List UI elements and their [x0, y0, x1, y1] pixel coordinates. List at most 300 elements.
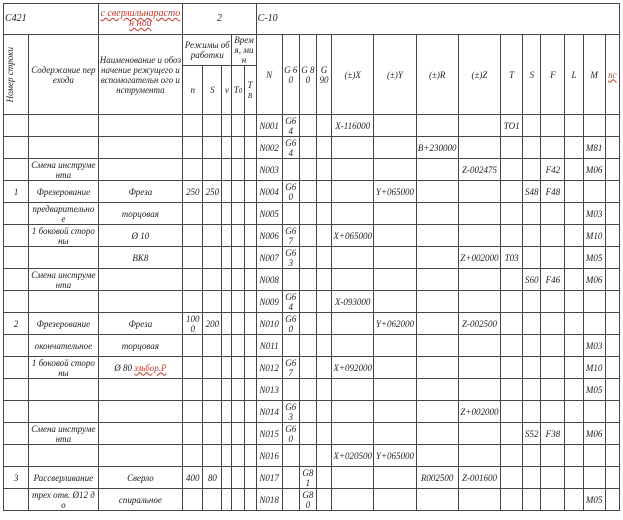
s-cell: 200 — [203, 313, 222, 335]
s-cell — [203, 357, 222, 379]
m-cell: M03 — [583, 203, 605, 225]
program-row — [4, 137, 620, 159]
y-cell — [374, 467, 416, 489]
tool-cell: Сверло — [98, 467, 183, 489]
col-step-content: Содержание перехода — [29, 35, 98, 115]
r-cell — [416, 357, 458, 379]
program-row — [4, 225, 620, 247]
x-cell — [332, 467, 374, 489]
f-cell — [541, 115, 565, 137]
pc-cell — [605, 203, 619, 225]
l-cell — [565, 159, 583, 181]
x-cell — [332, 423, 374, 445]
y-cell — [374, 401, 416, 423]
s2-cell — [523, 335, 541, 357]
l-cell — [565, 291, 583, 313]
tool-cell — [98, 379, 183, 401]
N-cell: N013 — [256, 379, 282, 401]
m-cell: M05 — [583, 247, 605, 269]
step-no-cell — [4, 489, 29, 511]
content-cell: Фрезерование — [29, 313, 98, 335]
m-cell: M10 — [583, 225, 605, 247]
t0-cell — [232, 335, 244, 357]
pc-cell — [605, 489, 619, 511]
N-cell: N009 — [256, 291, 282, 313]
s2-cell — [523, 445, 541, 467]
tool-cell — [98, 291, 183, 313]
g60-cell: G60 — [282, 313, 299, 335]
n-cell: 250 — [183, 181, 203, 203]
z-cell — [458, 291, 500, 313]
tb-cell — [244, 401, 256, 423]
N-cell: N010 — [256, 313, 282, 335]
t0-cell — [232, 357, 244, 379]
f-cell: F46 — [541, 269, 565, 291]
g60-cell: G64 — [282, 291, 299, 313]
f-cell — [541, 379, 565, 401]
l-cell — [565, 489, 583, 511]
r-cell — [416, 115, 458, 137]
g60-cell — [282, 335, 299, 357]
f-cell — [541, 203, 565, 225]
program-row — [4, 445, 620, 467]
y-cell — [374, 379, 416, 401]
g60-cell: G64 — [282, 115, 299, 137]
N-cell: N006 — [256, 225, 282, 247]
l-cell — [565, 203, 583, 225]
t-cell — [501, 357, 523, 379]
content-cell: Рассверливание — [29, 467, 98, 489]
content-cell: Смена инструмента — [29, 423, 98, 445]
step-no-cell — [4, 401, 29, 423]
tool-cell: Фреза — [98, 313, 183, 335]
col-T0: T0 — [232, 66, 244, 115]
v-cell — [222, 159, 232, 181]
m-cell — [583, 181, 605, 203]
z-cell — [458, 181, 500, 203]
N-cell: N015 — [256, 423, 282, 445]
l-cell — [565, 137, 583, 159]
n-cell — [183, 247, 203, 269]
pc-cell — [605, 335, 619, 357]
step-no-cell — [4, 159, 29, 181]
f-cell — [541, 291, 565, 313]
pc-cell — [605, 269, 619, 291]
col-R: (±)R — [416, 35, 458, 115]
program-row — [4, 489, 620, 511]
t-cell — [501, 445, 523, 467]
col-pc: пс — [605, 35, 619, 115]
program-row — [4, 423, 620, 445]
g60-cell: G64 — [282, 137, 299, 159]
z-cell — [458, 423, 500, 445]
tb-cell — [244, 313, 256, 335]
tb-cell — [244, 335, 256, 357]
s2-cell: S48 — [523, 181, 541, 203]
n-cell — [183, 137, 203, 159]
tool-cell: торцовая — [98, 335, 183, 357]
l-cell — [565, 313, 583, 335]
t0-cell — [232, 423, 244, 445]
n-cell — [183, 423, 203, 445]
g80-cell — [299, 115, 316, 137]
m-cell — [583, 445, 605, 467]
f-cell — [541, 357, 565, 379]
r-cell — [416, 445, 458, 467]
program-row — [4, 269, 620, 291]
v-cell — [222, 291, 232, 313]
l-cell — [565, 379, 583, 401]
tb-cell — [244, 159, 256, 181]
s2-cell — [523, 247, 541, 269]
g90-cell — [316, 357, 331, 379]
g80-cell — [299, 401, 316, 423]
z-cell: Z-002475 — [458, 159, 500, 181]
v-cell — [222, 115, 232, 137]
g90-cell — [316, 401, 331, 423]
f-cell: F42 — [541, 159, 565, 181]
z-cell — [458, 115, 500, 137]
g80-cell — [299, 247, 316, 269]
l-cell — [565, 269, 583, 291]
step-no-cell: 3 — [4, 467, 29, 489]
step-no-cell — [4, 445, 29, 467]
content-cell: 1 боковой стороны — [29, 225, 98, 247]
s-cell: 250 — [203, 181, 222, 203]
x-cell: X+065000 — [332, 225, 374, 247]
g90-cell — [316, 247, 331, 269]
N-cell: N008 — [256, 269, 282, 291]
s-cell — [203, 115, 222, 137]
col-G60: G 60 — [282, 35, 299, 115]
col-S2: S — [523, 35, 541, 115]
n-cell — [183, 445, 203, 467]
t-cell — [501, 401, 523, 423]
tool-cell — [98, 401, 183, 423]
g80-cell — [299, 225, 316, 247]
y-cell — [374, 137, 416, 159]
program-row — [4, 115, 620, 137]
g80-cell — [299, 159, 316, 181]
t0-cell — [232, 401, 244, 423]
col-G90: G 90 — [316, 35, 331, 115]
r-cell — [416, 489, 458, 511]
s-cell — [203, 203, 222, 225]
g80-cell — [299, 335, 316, 357]
f-cell — [541, 247, 565, 269]
program-row — [4, 203, 620, 225]
t0-cell — [232, 313, 244, 335]
z-cell — [458, 335, 500, 357]
l-cell — [565, 225, 583, 247]
x-cell — [332, 269, 374, 291]
z-cell — [458, 489, 500, 511]
s-cell — [203, 445, 222, 467]
content-cell — [29, 379, 98, 401]
f-cell — [541, 489, 565, 511]
l-cell — [565, 335, 583, 357]
r-cell — [416, 159, 458, 181]
tb-cell — [244, 291, 256, 313]
l-cell — [565, 423, 583, 445]
g60-cell: G67 — [282, 357, 299, 379]
g90-cell — [316, 445, 331, 467]
content-cell — [29, 291, 98, 313]
s2-cell: S52 — [523, 423, 541, 445]
col-time: Время, мин — [232, 35, 256, 66]
y-cell — [374, 159, 416, 181]
pc-cell — [605, 423, 619, 445]
tool-cell: Фреза — [98, 181, 183, 203]
step-no-cell: 2 — [4, 313, 29, 335]
tool-cell: Ø 10 — [98, 225, 183, 247]
tool-cell: Ø 80 ззьбор.Р — [98, 357, 183, 379]
step-no-cell — [4, 247, 29, 269]
y-cell — [374, 291, 416, 313]
n-cell — [183, 225, 203, 247]
m-cell: M05 — [583, 489, 605, 511]
s2-cell — [523, 489, 541, 511]
m-cell — [583, 115, 605, 137]
t-cell — [501, 269, 523, 291]
x-cell — [332, 247, 374, 269]
r-cell: B+230000 — [416, 137, 458, 159]
g80-cell — [299, 379, 316, 401]
tool-cell — [98, 445, 183, 467]
y-cell: Y+065000 — [374, 445, 416, 467]
y-cell: Y+065000 — [374, 181, 416, 203]
pc-cell — [605, 357, 619, 379]
n-cell — [183, 357, 203, 379]
s2-cell — [523, 467, 541, 489]
f-cell — [541, 313, 565, 335]
t-cell — [501, 335, 523, 357]
tb-cell — [244, 379, 256, 401]
content-cell — [29, 445, 98, 467]
t0-cell — [232, 467, 244, 489]
f-cell — [541, 445, 565, 467]
y-cell — [374, 247, 416, 269]
pc-cell — [605, 181, 619, 203]
content-cell — [29, 137, 98, 159]
g90-cell — [316, 137, 331, 159]
g90-cell — [316, 489, 331, 511]
x-cell — [332, 203, 374, 225]
tb-cell — [244, 181, 256, 203]
s-cell — [203, 291, 222, 313]
N-cell: N005 — [256, 203, 282, 225]
t-cell — [501, 313, 523, 335]
col-X: (±)X — [332, 35, 374, 115]
l-cell — [565, 115, 583, 137]
step-no-cell — [4, 335, 29, 357]
content-cell: Смена инструмента — [29, 269, 98, 291]
N-cell: N004 — [256, 181, 282, 203]
s-cell — [203, 489, 222, 511]
pc-cell — [605, 445, 619, 467]
content-cell — [29, 401, 98, 423]
t-cell — [501, 159, 523, 181]
t-cell — [501, 137, 523, 159]
tool-cell: ВК8 — [98, 247, 183, 269]
v-cell — [222, 137, 232, 159]
g80-cell — [299, 423, 316, 445]
content-cell: Смена инструмента — [29, 159, 98, 181]
t-cell — [501, 225, 523, 247]
z-cell — [458, 445, 500, 467]
g80-cell — [299, 137, 316, 159]
g60-cell: G60 — [282, 423, 299, 445]
s2-cell — [523, 313, 541, 335]
program-row — [4, 291, 620, 313]
g80-cell — [299, 181, 316, 203]
col-L: L — [565, 35, 583, 115]
g80-cell: G81 — [299, 467, 316, 489]
g80-cell — [299, 203, 316, 225]
tool-cell — [98, 115, 183, 137]
tb-cell — [244, 203, 256, 225]
g90-cell — [316, 115, 331, 137]
t-cell: TO1 — [501, 115, 523, 137]
pc-cell — [605, 313, 619, 335]
z-cell: Z+002000 — [458, 247, 500, 269]
col-G80: G 80 — [299, 35, 316, 115]
v-cell — [222, 357, 232, 379]
t0-cell — [232, 379, 244, 401]
col-TB: TВ — [244, 66, 256, 115]
step-no-cell — [4, 269, 29, 291]
program-row — [4, 401, 620, 423]
s2-cell: S60 — [523, 269, 541, 291]
m-cell: M06 — [583, 159, 605, 181]
m-cell: M05 — [583, 379, 605, 401]
t0-cell — [232, 489, 244, 511]
v-cell — [222, 225, 232, 247]
t-cell — [501, 489, 523, 511]
z-cell: Z+002000 — [458, 401, 500, 423]
x-cell — [332, 489, 374, 511]
t0-cell — [232, 115, 244, 137]
g90-cell — [316, 335, 331, 357]
program-row — [4, 357, 620, 379]
z-cell: Z-001600 — [458, 467, 500, 489]
content-cell: окончательное — [29, 335, 98, 357]
N-cell: N002 — [256, 137, 282, 159]
t-cell — [501, 423, 523, 445]
x-cell: X-116000 — [332, 115, 374, 137]
col-N: N — [256, 35, 282, 115]
x-cell — [332, 137, 374, 159]
g80-cell: G80 — [299, 489, 316, 511]
v-cell — [222, 247, 232, 269]
r-cell — [416, 247, 458, 269]
x-cell — [332, 313, 374, 335]
x-cell: X+092000 — [332, 357, 374, 379]
x-cell — [332, 159, 374, 181]
x-cell — [332, 181, 374, 203]
pc-cell — [605, 247, 619, 269]
program-rows — [4, 115, 620, 511]
n-cell — [183, 401, 203, 423]
m-cell: M81 — [583, 137, 605, 159]
g80-cell — [299, 357, 316, 379]
y-cell — [374, 269, 416, 291]
y-cell — [374, 225, 416, 247]
g60-cell — [282, 489, 299, 511]
n-cell — [183, 489, 203, 511]
pc-cell — [605, 159, 619, 181]
program-row — [4, 247, 620, 269]
y-cell — [374, 203, 416, 225]
t0-cell — [232, 269, 244, 291]
pc-cell — [605, 467, 619, 489]
col-F: F — [541, 35, 565, 115]
content-cell: трех отв. Ø12 до — [29, 489, 98, 511]
x-cell — [332, 401, 374, 423]
program-row — [4, 467, 620, 489]
operation-name-cell: с сверлильнарастон ной — [98, 4, 183, 35]
t0-cell — [232, 445, 244, 467]
r-cell — [416, 423, 458, 445]
v-cell — [222, 181, 232, 203]
s-cell: 80 — [203, 467, 222, 489]
step-no-cell — [4, 379, 29, 401]
v-cell — [222, 401, 232, 423]
n-cell: 400 — [183, 467, 203, 489]
g60-cell — [282, 467, 299, 489]
y-cell — [374, 423, 416, 445]
header-row-top — [4, 4, 620, 35]
z-cell — [458, 137, 500, 159]
t0-cell — [232, 291, 244, 313]
x-cell: X-093000 — [332, 291, 374, 313]
l-cell — [565, 181, 583, 203]
g80-cell — [299, 445, 316, 467]
N-cell: N011 — [256, 335, 282, 357]
pc-cell — [605, 137, 619, 159]
m-cell: M06 — [583, 269, 605, 291]
g80-cell — [299, 291, 316, 313]
pc-cell — [605, 401, 619, 423]
v-cell — [222, 467, 232, 489]
t0-cell — [232, 225, 244, 247]
m-cell — [583, 467, 605, 489]
step-no-cell — [4, 225, 29, 247]
content-cell: Фрезерование — [29, 181, 98, 203]
tb-cell — [244, 467, 256, 489]
v-cell — [222, 445, 232, 467]
step-no-cell — [4, 203, 29, 225]
tb-cell — [244, 445, 256, 467]
f-cell — [541, 225, 565, 247]
col-M: M — [583, 35, 605, 115]
pc-cell — [605, 115, 619, 137]
r-cell — [416, 225, 458, 247]
v-cell — [222, 423, 232, 445]
program-row — [4, 181, 620, 203]
m-cell — [583, 401, 605, 423]
tool-cell — [98, 137, 183, 159]
l-cell — [565, 247, 583, 269]
f-cell — [541, 335, 565, 357]
n-cell — [183, 203, 203, 225]
tb-cell — [244, 269, 256, 291]
g60-cell: G67 — [282, 225, 299, 247]
N-cell: N012 — [256, 357, 282, 379]
y-cell: Y+062000 — [374, 313, 416, 335]
step-no-cell — [4, 115, 29, 137]
pc-cell — [605, 291, 619, 313]
